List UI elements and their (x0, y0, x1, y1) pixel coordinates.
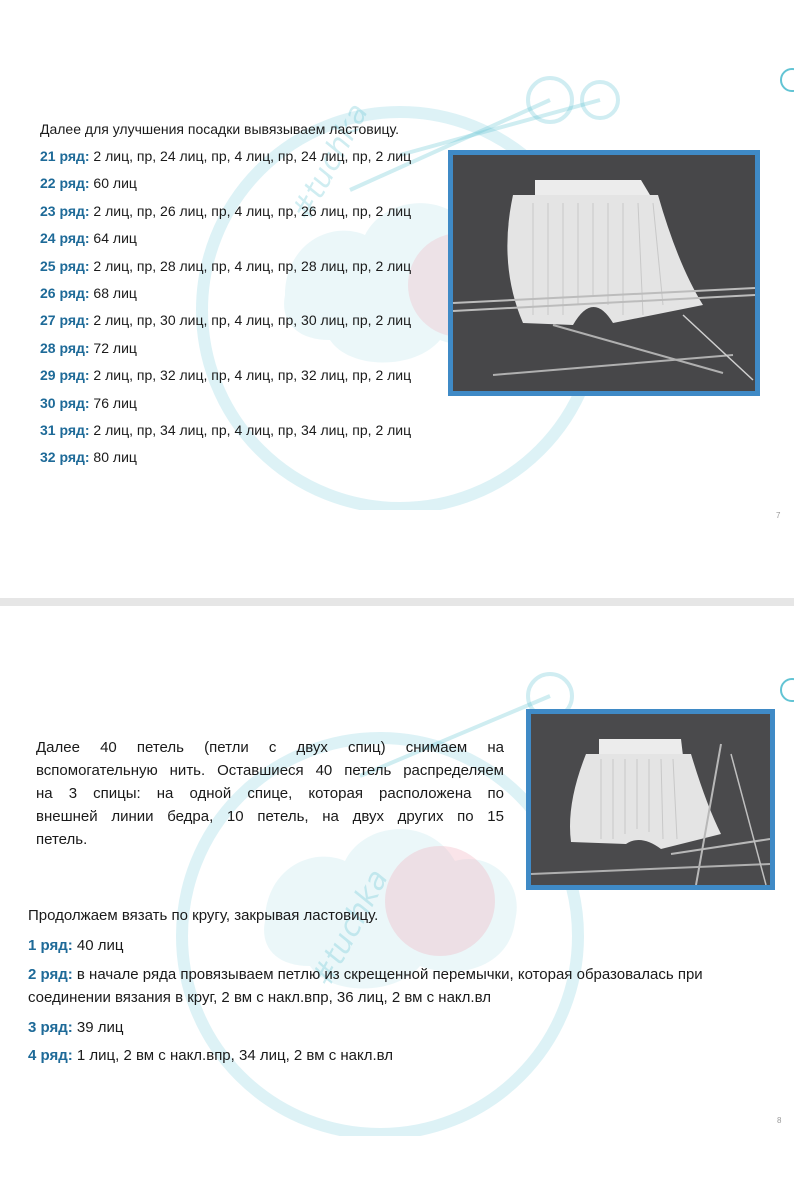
row-instruction (28, 1044, 773, 1067)
row-number-label: 31 ряд: (40, 422, 90, 438)
row-text: 39 лиц (72, 1019, 124, 1036)
row-text: 2 лиц, пр, 34 лиц, пр, 4 лиц, пр, 34 лиц, пр, 2 лиц (89, 422, 412, 438)
row-instruction (40, 258, 411, 274)
row-number-label: 22 ряд: (40, 175, 90, 192)
row-number-label: 23 ряд: (40, 202, 90, 219)
row-instruction (40, 148, 411, 164)
row-instruction (40, 422, 411, 438)
row-instruction (40, 449, 137, 465)
section-intro: Продолжаем вязать по кругу, закрывая ластовицу. (28, 907, 379, 924)
knitted-shorts-photo (526, 709, 775, 890)
row-text: 1 лиц, 2 вм с накл.впр, 34 лиц, 2 вм с накл.вл (72, 1047, 394, 1064)
paragraph-line: внешней линии бедра, 10 петель, на двух других по 15 (36, 808, 504, 825)
watermark-text: #tuchka (305, 863, 396, 993)
document-page-8 (0, 606, 794, 1200)
row-text: 76 лиц (89, 394, 137, 411)
row-number-label: 32 ряд: (40, 449, 90, 466)
row-text: 72 лиц (89, 339, 137, 356)
row-number-label: 29 ряд: (40, 367, 90, 384)
row-text: 68 лиц (89, 285, 137, 301)
knitted-shorts-photo (448, 150, 760, 396)
paragraph-line: на 3 спицы: на одной спице, которая расположена по (36, 785, 504, 802)
row-text: 2 лиц, пр, 32 лиц, пр, 4 лиц, пр, 32 лиц, пр, 2 лиц (89, 367, 412, 384)
row-instruction (28, 934, 773, 957)
row-number-label: 21 ряд: (40, 148, 90, 164)
row-number-label: 3 ряд: (28, 1019, 73, 1036)
row-text: 2 лиц, пр, 28 лиц, пр, 4 лиц, пр, 28 лиц, пр, 2 лиц (89, 257, 412, 274)
row-number-label: 28 ряд: (40, 339, 90, 356)
row-instruction (28, 963, 773, 1009)
row-instruction (40, 285, 137, 301)
row-number-label: 27 ряд: (40, 312, 90, 329)
row-instruction (40, 395, 137, 411)
row-text: 64 лиц (89, 230, 137, 247)
page-number: 7 (776, 511, 781, 520)
page-number: 8 (777, 1116, 782, 1125)
row-instruction (40, 312, 411, 328)
paragraph-line: Далее 40 петель (петли с двух спиц) снимаем на (36, 739, 504, 756)
row-number-label: 24 ряд: (40, 230, 90, 247)
row-instruction (40, 203, 411, 219)
row-instruction (40, 340, 137, 356)
edge-circle-decoration (780, 68, 794, 92)
row-instruction (28, 1016, 773, 1039)
row-text: 80 лиц (89, 449, 137, 466)
section-intro: Далее для улучшения посадки вывязываем ластовицу. (40, 121, 400, 137)
row-number-label: 25 ряд: (40, 257, 90, 274)
document-page-7 (0, 0, 794, 598)
row-text: 2 лиц, пр, 24 лиц, пр, 4 лиц, пр, 24 лиц, пр, 2 лиц (89, 148, 412, 164)
watermark-text: #tuchka (285, 97, 376, 227)
row-text: 2 лиц, пр, 30 лиц, пр, 4 лиц, пр, 30 лиц, пр, 2 лиц (89, 312, 412, 329)
row-instruction (40, 230, 137, 246)
row-text: 2 лиц, пр, 26 лиц, пр, 4 лиц, пр, 26 лиц, пр, 2 лиц (89, 202, 412, 219)
row-text: в начале ряда провязываем петлю из скрещенной перемычки, которая образовалась при соединении вязания в круг, 2 вм с накл.впр, 36 лиц, 2 вм с накл.вл (28, 966, 703, 1006)
paragraph-line: вспомогательную нить. Оставшиеся 40 петель распределяем (36, 762, 504, 779)
row-number-label: 26 ряд: (40, 285, 90, 301)
row-number-label: 30 ряд: (40, 394, 90, 411)
row-text: 40 лиц (72, 937, 124, 954)
row-number-label: 4 ряд: (28, 1047, 73, 1064)
row-number-label: 2 ряд: (28, 966, 73, 983)
row-text: 60 лиц (89, 175, 137, 192)
row-instruction (40, 367, 411, 383)
edge-circle-decoration (780, 678, 794, 702)
row-instruction (40, 175, 137, 191)
row-number-label: 1 ряд: (28, 937, 73, 954)
paragraph-line: петель. (36, 831, 88, 848)
